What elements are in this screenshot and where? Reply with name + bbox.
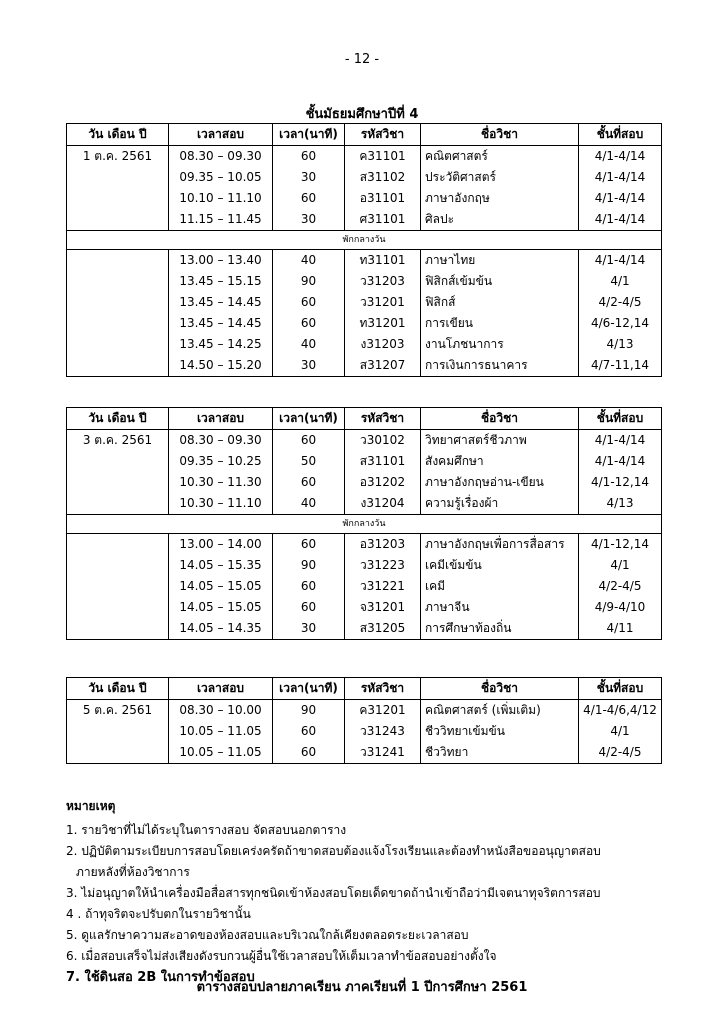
subject-code: ว30102: [345, 430, 421, 452]
table-row: [67, 355, 662, 377]
note-item: 7. ใช้ดินสอ 2B ในการทำข้อสอบ: [66, 970, 255, 985]
exam-time: 10.10 – 11.10: [169, 188, 273, 209]
header-date: วัน เดือน ปี: [67, 408, 169, 430]
exam-minutes: 30: [273, 618, 345, 640]
subject-name: ภาษาอังกฤษอ่าน-เขียน: [421, 472, 579, 493]
table-row: [67, 472, 662, 493]
exam-minutes: 60: [273, 742, 345, 764]
note-item: 5. ดูแลรักษาความสะอาดของห้องสอบและบริเวณใกล้เคียงตลอดระยะเวลาสอบ: [66, 928, 469, 942]
exam-time: 14.50 – 15.20: [169, 355, 273, 377]
exam-minutes: 60: [273, 430, 345, 452]
header-date: วัน เดือน ปี: [67, 678, 169, 700]
header-subject: ชื่อวิชา: [421, 124, 579, 146]
header-minutes: เวลา(นาที): [273, 124, 345, 146]
exam-classes: 4/13: [579, 493, 662, 515]
header-classes: ชั้นที่สอบ: [579, 408, 662, 430]
subject-name: สังคมศึกษา: [421, 451, 579, 472]
subject-code: ว31201: [345, 292, 421, 313]
subject-code: ศ31101: [345, 209, 421, 231]
subject-code: ท31201: [345, 313, 421, 334]
header-code: รหัสวิชา: [345, 678, 421, 700]
exam-classes: 4/2-4/5: [579, 742, 662, 764]
exam-classes: 4/13: [579, 334, 662, 355]
page-number: - 12 -: [344, 52, 380, 67]
exam-minutes: 40: [273, 334, 345, 355]
table-row: [67, 721, 662, 742]
subject-name: ฟิสิกส์เข้มข้น: [421, 271, 579, 292]
subject-code: ง31203: [345, 334, 421, 355]
exam-time: 08.30 – 10.00: [169, 700, 273, 722]
table-header-row: [67, 678, 662, 700]
day2-afternoon: [67, 534, 662, 640]
subject-name: ประวัติศาสตร์: [421, 167, 579, 188]
subject-name: งานโภชนาการ: [421, 334, 579, 355]
exam-table-day2: [66, 407, 662, 640]
subject-name: เคมี: [421, 576, 579, 597]
header-time: เวลาสอบ: [169, 678, 273, 700]
subject-code: ว31223: [345, 555, 421, 576]
exam-date: 1 ต.ค. 2561: [67, 146, 169, 168]
header-time: เวลาสอบ: [169, 124, 273, 146]
exam-minutes: 60: [273, 576, 345, 597]
exam-classes: 4/1-4/14: [579, 250, 662, 272]
day1-morning: [67, 146, 662, 231]
subject-code: ท31101: [345, 250, 421, 272]
table-header-row: [67, 408, 662, 430]
subject-name: ชีววิทยาเข้มข้น: [421, 721, 579, 742]
exam-minutes: 60: [273, 472, 345, 493]
subject-name: คณิตศาสตร์: [421, 146, 579, 168]
subject-code: ว31243: [345, 721, 421, 742]
exam-minutes: 60: [273, 721, 345, 742]
table-row: [67, 742, 662, 764]
exam-time: 13.45 – 14.25: [169, 334, 273, 355]
exam-classes: 4/1-4/14: [579, 146, 662, 168]
subject-name: คณิตศาสตร์ (เพิ่มเติม): [421, 700, 579, 722]
header-classes: ชั้นที่สอบ: [579, 678, 662, 700]
exam-minutes: 90: [273, 271, 345, 292]
exam-classes: 4/11: [579, 618, 662, 640]
table-row: [67, 597, 662, 618]
table-row: [67, 700, 662, 722]
note-item: 6. เมื่อสอบเสร็จไม่ส่งเสียงดังรบกวนผู้อื่นใช้เวลาสอบให้เต็มเวลาทำข้อสอบอย่างตั้งใจ: [66, 949, 497, 963]
exam-classes: 4/6-12,14: [579, 313, 662, 334]
exam-classes: 4/1: [579, 721, 662, 742]
subject-name: ชีววิทยา: [421, 742, 579, 764]
exam-time: 09.35 – 10.25: [169, 451, 273, 472]
exam-minutes: 60: [273, 292, 345, 313]
exam-classes: 4/7-11,14: [579, 355, 662, 377]
exam-classes: 4/2-4/5: [579, 576, 662, 597]
header-classes: ชั้นที่สอบ: [579, 124, 662, 146]
subject-name: ศิลปะ: [421, 209, 579, 231]
exam-time: 08.30 – 09.30: [169, 430, 273, 452]
table-row: [67, 250, 662, 272]
table-row: [67, 209, 662, 231]
exam-date: 5 ต.ค. 2561: [67, 700, 169, 722]
note-item: 3. ไม่อนุญาตให้นำเครื่องมือสื่อสารทุกชนิดเข้าห้องสอบโดยเด็ดขาดถ้านำเข้าถือว่ามีเจตนาทุจริตการสอบ: [66, 886, 601, 900]
footer-title: ตารางสอบปลายภาคเรียน ภาคเรียนที่ 1 ปีการศึกษา 2561: [196, 980, 528, 995]
exam-minutes: 40: [273, 250, 345, 272]
subject-name: การศึกษาท้องถิ่น: [421, 618, 579, 640]
header-minutes: เวลา(นาที): [273, 678, 345, 700]
exam-classes: 4/1-12,14: [579, 534, 662, 556]
exam-minutes: 60: [273, 188, 345, 209]
exam-minutes: 50: [273, 451, 345, 472]
exam-minutes: 40: [273, 493, 345, 515]
exam-time: 10.05 – 11.05: [169, 742, 273, 764]
exam-time: 13.45 – 15.15: [169, 271, 273, 292]
exam-time: 14.05 – 15.05: [169, 597, 273, 618]
notes-section: [66, 797, 686, 988]
header-minutes: เวลา(นาที): [273, 408, 345, 430]
subject-code: ว31203: [345, 271, 421, 292]
lunch-break-row: [67, 515, 662, 534]
exam-time: 14.05 – 15.35: [169, 555, 273, 576]
header-code: รหัสวิชา: [345, 124, 421, 146]
table-row: [67, 451, 662, 472]
exam-classes: 4/1-4/14: [579, 188, 662, 209]
exam-minutes: 90: [273, 700, 345, 722]
subject-name: เคมีเข้มข้น: [421, 555, 579, 576]
note-item: ภายหลังที่ห้องวิชาการ: [76, 865, 190, 879]
subject-code: ง31204: [345, 493, 421, 515]
table-row: [67, 334, 662, 355]
table-row: [67, 493, 662, 515]
exam-time: 14.05 – 14.35: [169, 618, 273, 640]
subject-code: ส31207: [345, 355, 421, 377]
day2-morning: [67, 430, 662, 515]
exam-classes: 4/1-4/14: [579, 209, 662, 231]
subject-code: ส31205: [345, 618, 421, 640]
exam-table-day1: [66, 123, 662, 377]
table-row: [67, 534, 662, 556]
exam-classes: 4/1: [579, 555, 662, 576]
section-title: ชั้นมัธยมศึกษาปีที่ 4: [305, 107, 419, 122]
exam-classes: 4/1-4/14: [579, 451, 662, 472]
subject-name: ภาษาจีน: [421, 597, 579, 618]
exam-minutes: 30: [273, 355, 345, 377]
note-item: 2. ปฏิบัติตามระเบียบการสอบโดยเคร่งครัดถ้าขาดสอบต้องแจ้งโรงเรียนและต้องทำหนังสือขออนุญาตสอบ: [66, 844, 601, 858]
subject-name: วิทยาศาสตร์ชีวภาพ: [421, 430, 579, 452]
exam-time: 10.30 – 11.10: [169, 493, 273, 515]
table-row: [67, 167, 662, 188]
lunch-break-label: พักกลางวัน: [67, 231, 662, 250]
subject-code: ว31241: [345, 742, 421, 764]
table-header-row: [67, 124, 662, 146]
header-date: วัน เดือน ปี: [67, 124, 169, 146]
exam-time: 10.30 – 11.30: [169, 472, 273, 493]
subject-code: จ31201: [345, 597, 421, 618]
subject-code: ค31101: [345, 146, 421, 168]
exam-time: 14.05 – 15.05: [169, 576, 273, 597]
subject-name: ภาษาอังกฤษเพื่อการสื่อสาร: [421, 534, 579, 556]
table-row: [67, 618, 662, 640]
subject-code: ส31102: [345, 167, 421, 188]
subject-code: ว31221: [345, 576, 421, 597]
table-row: [67, 271, 662, 292]
subject-name: ภาษาอังกฤษ: [421, 188, 579, 209]
table-row: [67, 555, 662, 576]
subject-name: ภาษาไทย: [421, 250, 579, 272]
note-item: 1. รายวิชาที่ไม่ได้ระบุในตารางสอบ จัดสอบนอกตาราง: [66, 823, 347, 837]
exam-classes: 4/1-4/14: [579, 430, 662, 452]
subject-name: การเงินการธนาคาร: [421, 355, 579, 377]
exam-minutes: 30: [273, 167, 345, 188]
table-row: [67, 430, 662, 452]
header-subject: ชื่อวิชา: [421, 678, 579, 700]
table-row: [67, 576, 662, 597]
exam-table-day3: [66, 677, 662, 764]
lunch-break-row: [67, 231, 662, 250]
exam-time: 11.15 – 11.45: [169, 209, 273, 231]
exam-classes: 4/1-12,14: [579, 472, 662, 493]
header-time: เวลาสอบ: [169, 408, 273, 430]
exam-date: 3 ต.ค. 2561: [67, 430, 169, 452]
exam-classes: 4/1: [579, 271, 662, 292]
exam-classes: 4/1-4/6,4/12: [579, 700, 662, 722]
note-item: 4 . ถ้าทุจริตจะปรับตกในรายวิชานั้น: [66, 907, 251, 921]
exam-time: 08.30 – 09.30: [169, 146, 273, 168]
exam-classes: 4/9-4/10: [579, 597, 662, 618]
exam-minutes: 30: [273, 209, 345, 231]
exam-minutes: 90: [273, 555, 345, 576]
exam-time: 13.00 – 14.00: [169, 534, 273, 556]
subject-code: อ31101: [345, 188, 421, 209]
subject-name: ฟิสิกส์: [421, 292, 579, 313]
exam-classes: 4/2-4/5: [579, 292, 662, 313]
exam-classes: 4/1-4/14: [579, 167, 662, 188]
table-row: [67, 313, 662, 334]
exam-time: 13.00 – 13.40: [169, 250, 273, 272]
table-row: [67, 292, 662, 313]
exam-minutes: 60: [273, 146, 345, 168]
exam-minutes: 60: [273, 534, 345, 556]
header-subject: ชื่อวิชา: [421, 408, 579, 430]
exam-time: 13.45 – 14.45: [169, 313, 273, 334]
day1-afternoon: [67, 250, 662, 377]
subject-code: อ31203: [345, 534, 421, 556]
exam-time: 09.35 – 10.05: [169, 167, 273, 188]
table-row: [67, 188, 662, 209]
lunch-break-label: พักกลางวัน: [67, 515, 662, 534]
exam-minutes: 60: [273, 313, 345, 334]
exam-time: 10.05 – 11.05: [169, 721, 273, 742]
subject-name: ความรู้เรื่องผ้า: [421, 493, 579, 515]
subject-code: อ31202: [345, 472, 421, 493]
subject-code: ค31201: [345, 700, 421, 722]
exam-time: 13.45 – 14.45: [169, 292, 273, 313]
notes-heading: หมายเหตุ: [66, 799, 116, 813]
day3-rows: [67, 700, 662, 764]
subject-code: ส31101: [345, 451, 421, 472]
subject-name: การเขียน: [421, 313, 579, 334]
header-code: รหัสวิชา: [345, 408, 421, 430]
exam-minutes: 60: [273, 597, 345, 618]
table-row: [67, 146, 662, 168]
